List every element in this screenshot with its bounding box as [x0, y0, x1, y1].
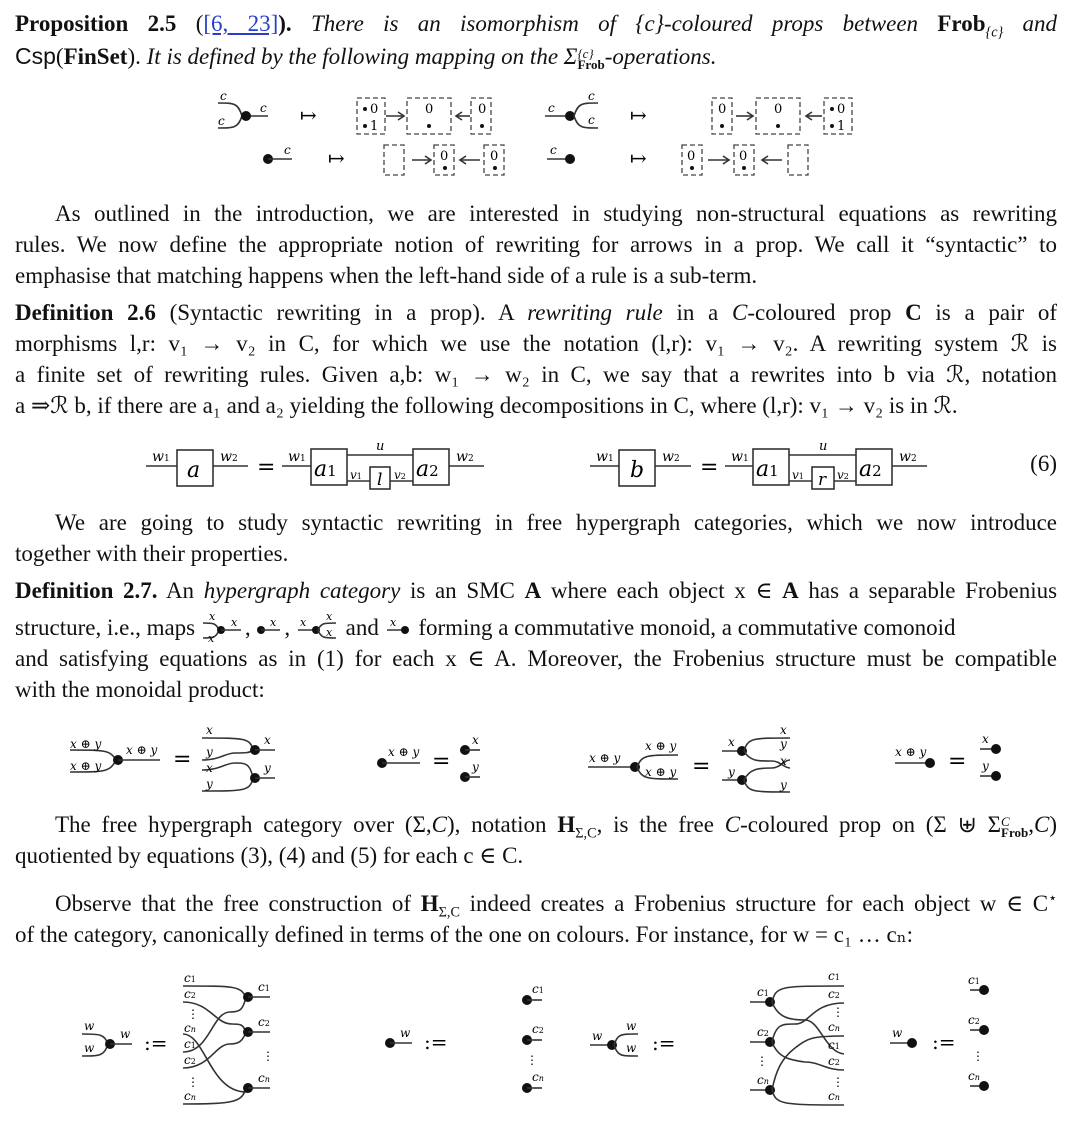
svg-text:x ⊕ y: x ⊕ y — [589, 751, 621, 765]
svg-text:w2: w2 — [899, 449, 917, 465]
comultiplication-generator — [545, 89, 598, 128]
svg-text:c: c — [218, 114, 225, 128]
svg-text:0: 0 — [774, 102, 783, 117]
definition-2-6-line-4: a ⇒ℛ b, if there are a₁ and a₂ yielding the following decompositions in C, where (l,r): v₁ → v₂ is in ℛ. — [15, 393, 958, 418]
svg-text:v1: v1 — [350, 468, 362, 482]
svg-text:x: x — [982, 732, 989, 746]
mapsto-icon: ↦ — [630, 103, 647, 127]
svg-text:x ⊕ y: x ⊕ y — [126, 743, 158, 757]
mapsto-icon: ↦ — [300, 103, 317, 127]
svg-text:u: u — [376, 439, 385, 454]
unit-generator — [263, 143, 292, 164]
citation-link[interactable]: [6, 23] — [203, 11, 279, 36]
svg-text:x ⊕ y: x ⊕ y — [70, 759, 102, 773]
svg-text:cn: cn — [184, 1089, 196, 1103]
svg-text:0: 0 — [739, 149, 748, 164]
svg-text:a1: a1 — [314, 457, 337, 482]
svg-text:w1: w1 — [288, 449, 306, 465]
svg-text:a: a — [187, 458, 201, 483]
svg-text:c: c — [588, 89, 595, 103]
svg-text:0: 0 — [425, 102, 434, 117]
svg-text:0: 0 — [687, 149, 696, 164]
svg-text:x: x — [389, 616, 396, 629]
svg-text:=: = — [173, 747, 192, 772]
svg-text:y: y — [206, 745, 213, 759]
svg-text:cn: cn — [968, 1069, 980, 1083]
svg-text:cn: cn — [828, 1020, 840, 1034]
word-counit — [890, 973, 989, 1091]
svg-text:c2: c2 — [968, 1013, 980, 1027]
svg-text:a2: a2 — [416, 457, 439, 482]
svg-text:c: c — [260, 101, 267, 115]
frobenius-cospan-mapping-diagram — [200, 88, 880, 188]
svg-text:c1: c1 — [968, 973, 980, 987]
svg-text:c1: c1 — [532, 982, 544, 996]
svg-text:w1: w1 — [596, 449, 614, 465]
svg-text:y: y — [982, 759, 989, 773]
svg-text:x: x — [780, 723, 787, 737]
paragraph-4-line-2: of the category, canonically defined in terms of the one on colours. For instance, for w = c₁ … cₙ: — [15, 922, 914, 947]
svg-text:0: 0 — [478, 102, 487, 117]
svg-text:0: 0 — [837, 102, 846, 117]
svg-text:c2: c2 — [184, 987, 196, 1001]
svg-text:c: c — [548, 101, 555, 115]
svg-text:⋮: ⋮ — [972, 1049, 984, 1063]
svg-text:x ⊕ y: x ⊕ y — [388, 745, 420, 759]
svg-text:v2: v2 — [837, 468, 849, 482]
paragraph-line: We are going to study syntactic rewriting in free hypergraph categories, which we now introduce — [55, 510, 1057, 535]
svg-text:v2: v2 — [394, 468, 406, 482]
svg-text:w2: w2 — [662, 449, 680, 465]
svg-text:c: c — [550, 143, 557, 157]
comult-compat-rhs — [722, 723, 790, 792]
mapsto-icon: ↦ — [328, 146, 345, 170]
svg-text:x: x — [264, 733, 271, 747]
svg-text:cn: cn — [757, 1073, 769, 1087]
svg-text:⋮: ⋮ — [832, 1005, 844, 1019]
svg-text:w1: w1 — [731, 449, 749, 465]
definition-label: Definition 2.7. — [15, 578, 158, 603]
svg-text:c2: c2 — [828, 987, 840, 1001]
svg-text:x: x — [206, 761, 213, 775]
svg-text:x: x — [472, 733, 479, 747]
definition-label: Definition 2.6 — [15, 300, 156, 325]
svg-text:cn: cn — [532, 1070, 544, 1084]
equation-6-diagram — [140, 432, 940, 498]
svg-text:w: w — [626, 1041, 637, 1055]
svg-text:x: x — [299, 616, 307, 629]
paragraph-4-line-1: Observe that the free construction of $H_{\Sigma,C}$ indeed creates a Frobenius structure for each object w ∈ C⋆ — [55, 890, 1058, 921]
svg-text:v1: v1 — [792, 468, 804, 482]
svg-text:1: 1 — [370, 119, 379, 134]
svg-text:⋮: ⋮ — [262, 1049, 274, 1063]
compatibility-equations-diagram — [60, 718, 1060, 802]
lhs-a-diagram — [146, 449, 248, 486]
svg-text:c: c — [588, 113, 595, 127]
svg-text:r: r — [818, 470, 827, 490]
paragraph-3-line-2: quotiented by equations (3), (4) and (5) for each c ∈ C. — [15, 843, 524, 868]
svg-text::=: := — [144, 1031, 168, 1055]
monoid-unit-icon — [256, 614, 284, 644]
svg-text:b: b — [630, 458, 645, 483]
svg-text:c2: c2 — [828, 1054, 840, 1068]
svg-text:⋮: ⋮ — [832, 1075, 844, 1089]
svg-text:0: 0 — [370, 102, 379, 117]
svg-text:cn: cn — [828, 1089, 840, 1103]
svg-text::=: := — [424, 1030, 448, 1054]
svg-text::=: := — [932, 1030, 956, 1054]
paragraph-3-line-1: The free hypergraph category over (Σ,C), notation $H_{\Sigma,C}$, is the free C-coloured prop on (Σ ⊎ ΣC Frob,C) — [55, 812, 1058, 842]
svg-text:⋮: ⋮ — [756, 1054, 768, 1068]
lhs-b-diagram — [590, 449, 691, 486]
word-multiplication — [82, 971, 274, 1104]
svg-text:l: l — [377, 470, 383, 490]
svg-text:c1: c1 — [258, 980, 270, 994]
svg-text::=: := — [652, 1031, 676, 1055]
svg-text:x ⊕ y: x ⊕ y — [70, 737, 102, 751]
svg-text:x ⊕ y: x ⊕ y — [645, 765, 677, 779]
svg-text:w2: w2 — [456, 449, 474, 465]
definition-2-7-line-3: and satisfying equations as in (1) for each x ∈ A. Moreover, the Frobenius structure must be compatible — [15, 646, 1057, 671]
decomposition-a — [282, 439, 484, 490]
svg-text:cn: cn — [258, 1071, 270, 1085]
svg-text:w: w — [892, 1026, 903, 1040]
svg-text:y: y — [206, 777, 213, 791]
mult-compat-lhs — [70, 737, 160, 773]
colour-label: c — [220, 89, 227, 103]
svg-text:x: x — [207, 632, 215, 644]
svg-text:⋮: ⋮ — [187, 1007, 199, 1021]
proposition-text: There is an isomorphism of {c}-coloured props between — [310, 11, 919, 36]
svg-text:=: = — [948, 749, 967, 774]
paragraph-line: emphasise that matching happens when the left-hand side of a rule is a sub-term. — [15, 263, 758, 288]
svg-text:c1: c1 — [828, 969, 840, 983]
svg-text:w: w — [592, 1029, 603, 1043]
paragraph-line: As outlined in the introduction, we are interested in studying non-structural equations as rewriting — [55, 201, 1057, 226]
word-comultiplication — [590, 969, 844, 1105]
svg-text:w: w — [626, 1019, 637, 1033]
mult-compat-rhs — [202, 723, 275, 791]
decomposition-b — [725, 439, 927, 490]
svg-text:c1: c1 — [828, 1038, 840, 1052]
svg-text:x: x — [728, 735, 735, 749]
definition-2-7-line-1: Definition 2.7. An hypergraph category is an SMC A where each object x ∈ A has a separable Frobenius — [15, 578, 1058, 603]
comult-compat-lhs — [588, 739, 678, 779]
svg-text:0: 0 — [440, 149, 449, 164]
svg-text:c2: c2 — [532, 1022, 544, 1036]
proposition-label: Proposition 2.5 — [15, 11, 177, 36]
svg-text:y: y — [472, 760, 479, 774]
svg-text:x: x — [325, 614, 333, 623]
svg-text:w1: w1 — [152, 449, 170, 465]
svg-text:c1: c1 — [184, 1037, 196, 1051]
svg-text:x: x — [206, 723, 213, 737]
word-unit — [385, 982, 544, 1093]
svg-text:w2: w2 — [220, 449, 238, 465]
svg-text:c1: c1 — [184, 971, 196, 985]
equals-sign: = — [257, 455, 276, 480]
svg-text:=: = — [432, 749, 451, 774]
unit-compat — [377, 733, 480, 782]
svg-text:x: x — [780, 754, 787, 768]
multiplication-generator — [218, 89, 268, 128]
svg-text:=: = — [692, 754, 711, 779]
definition-2-6-line-3: a finite set of rewriting rules. Given a,b: w₁ → w₂ in C, we say that a rewrites into b via ℛ, notation — [15, 362, 1057, 387]
svg-text:y: y — [264, 761, 271, 775]
definition-2-7-line-2: structure, i.e., maps x x x , x , x x x and x forming a commutative monoid, a commutative comonoid — [15, 612, 1057, 644]
svg-text:a2: a2 — [859, 457, 882, 482]
svg-text:cn: cn — [184, 1021, 196, 1035]
svg-text:w: w — [120, 1027, 131, 1041]
counit-compat — [895, 732, 1001, 781]
proposition-line-2: Csp(FinSet). It is defined by the following mapping on the Σ{c} Frob-operations. — [15, 43, 717, 72]
paragraph-line: rules. We now define the appropriate notion of rewriting for arrows in a prop. We call it “syntactic” to — [15, 232, 1057, 257]
svg-text:x ⊕ y: x ⊕ y — [645, 739, 677, 753]
svg-text:x ⊕ y: x ⊕ y — [895, 745, 927, 759]
monoid-multiplication-icon — [201, 614, 245, 644]
paragraph-line: together with their properties. — [15, 541, 289, 566]
svg-text:c1: c1 — [757, 985, 769, 999]
svg-text:y: y — [728, 765, 735, 779]
svg-text:⋮: ⋮ — [526, 1053, 538, 1067]
svg-text:u: u — [819, 439, 828, 454]
svg-text:y: y — [780, 778, 787, 792]
word-frobenius-structure-diagram — [60, 962, 1000, 1110]
comonoid-comultiplication-icon — [296, 614, 340, 644]
equals-sign: = — [700, 455, 719, 480]
comonoid-counit-icon — [385, 614, 413, 644]
svg-text:x: x — [230, 616, 238, 629]
svg-text:x: x — [325, 626, 333, 639]
svg-text:w: w — [84, 1019, 95, 1033]
definition-2-6-line-2: morphisms l,r: v₁ → v₂ in C, for which we use the notation (l,r): v₁ → v₂. A rewriting system ℛ is — [15, 331, 1057, 356]
svg-text:c2: c2 — [757, 1025, 769, 1039]
equation-number: (6) — [1030, 451, 1057, 476]
svg-text:y: y — [780, 737, 787, 751]
mapsto-icon: ↦ — [630, 146, 647, 170]
svg-text:x: x — [270, 616, 277, 629]
svg-text:w: w — [84, 1041, 95, 1055]
svg-text:w: w — [400, 1026, 411, 1040]
svg-text:c2: c2 — [184, 1053, 196, 1067]
svg-text:a1: a1 — [756, 457, 779, 482]
svg-text:x: x — [208, 614, 216, 623]
definition-2-6-line-1: Definition 2.6 (Syntactic rewriting in a prop). A rewriting rule in a C-coloured prop C is a pair of — [15, 300, 1058, 325]
svg-text:c2: c2 — [258, 1015, 270, 1029]
counit-generator — [547, 143, 575, 164]
svg-text:0: 0 — [490, 149, 499, 164]
proposition-line-1: Proposition 2.5 ([6, 23]). There is an isomorphism of {c}-coloured props between Frob$_{\{c\}}$ and — [15, 11, 1058, 41]
svg-text:0: 0 — [718, 102, 727, 117]
definition-2-7-line-4: with the monoidal product: — [15, 677, 265, 702]
svg-text:c: c — [284, 143, 291, 157]
svg-text:1: 1 — [837, 119, 846, 134]
svg-text:⋮: ⋮ — [187, 1075, 199, 1089]
